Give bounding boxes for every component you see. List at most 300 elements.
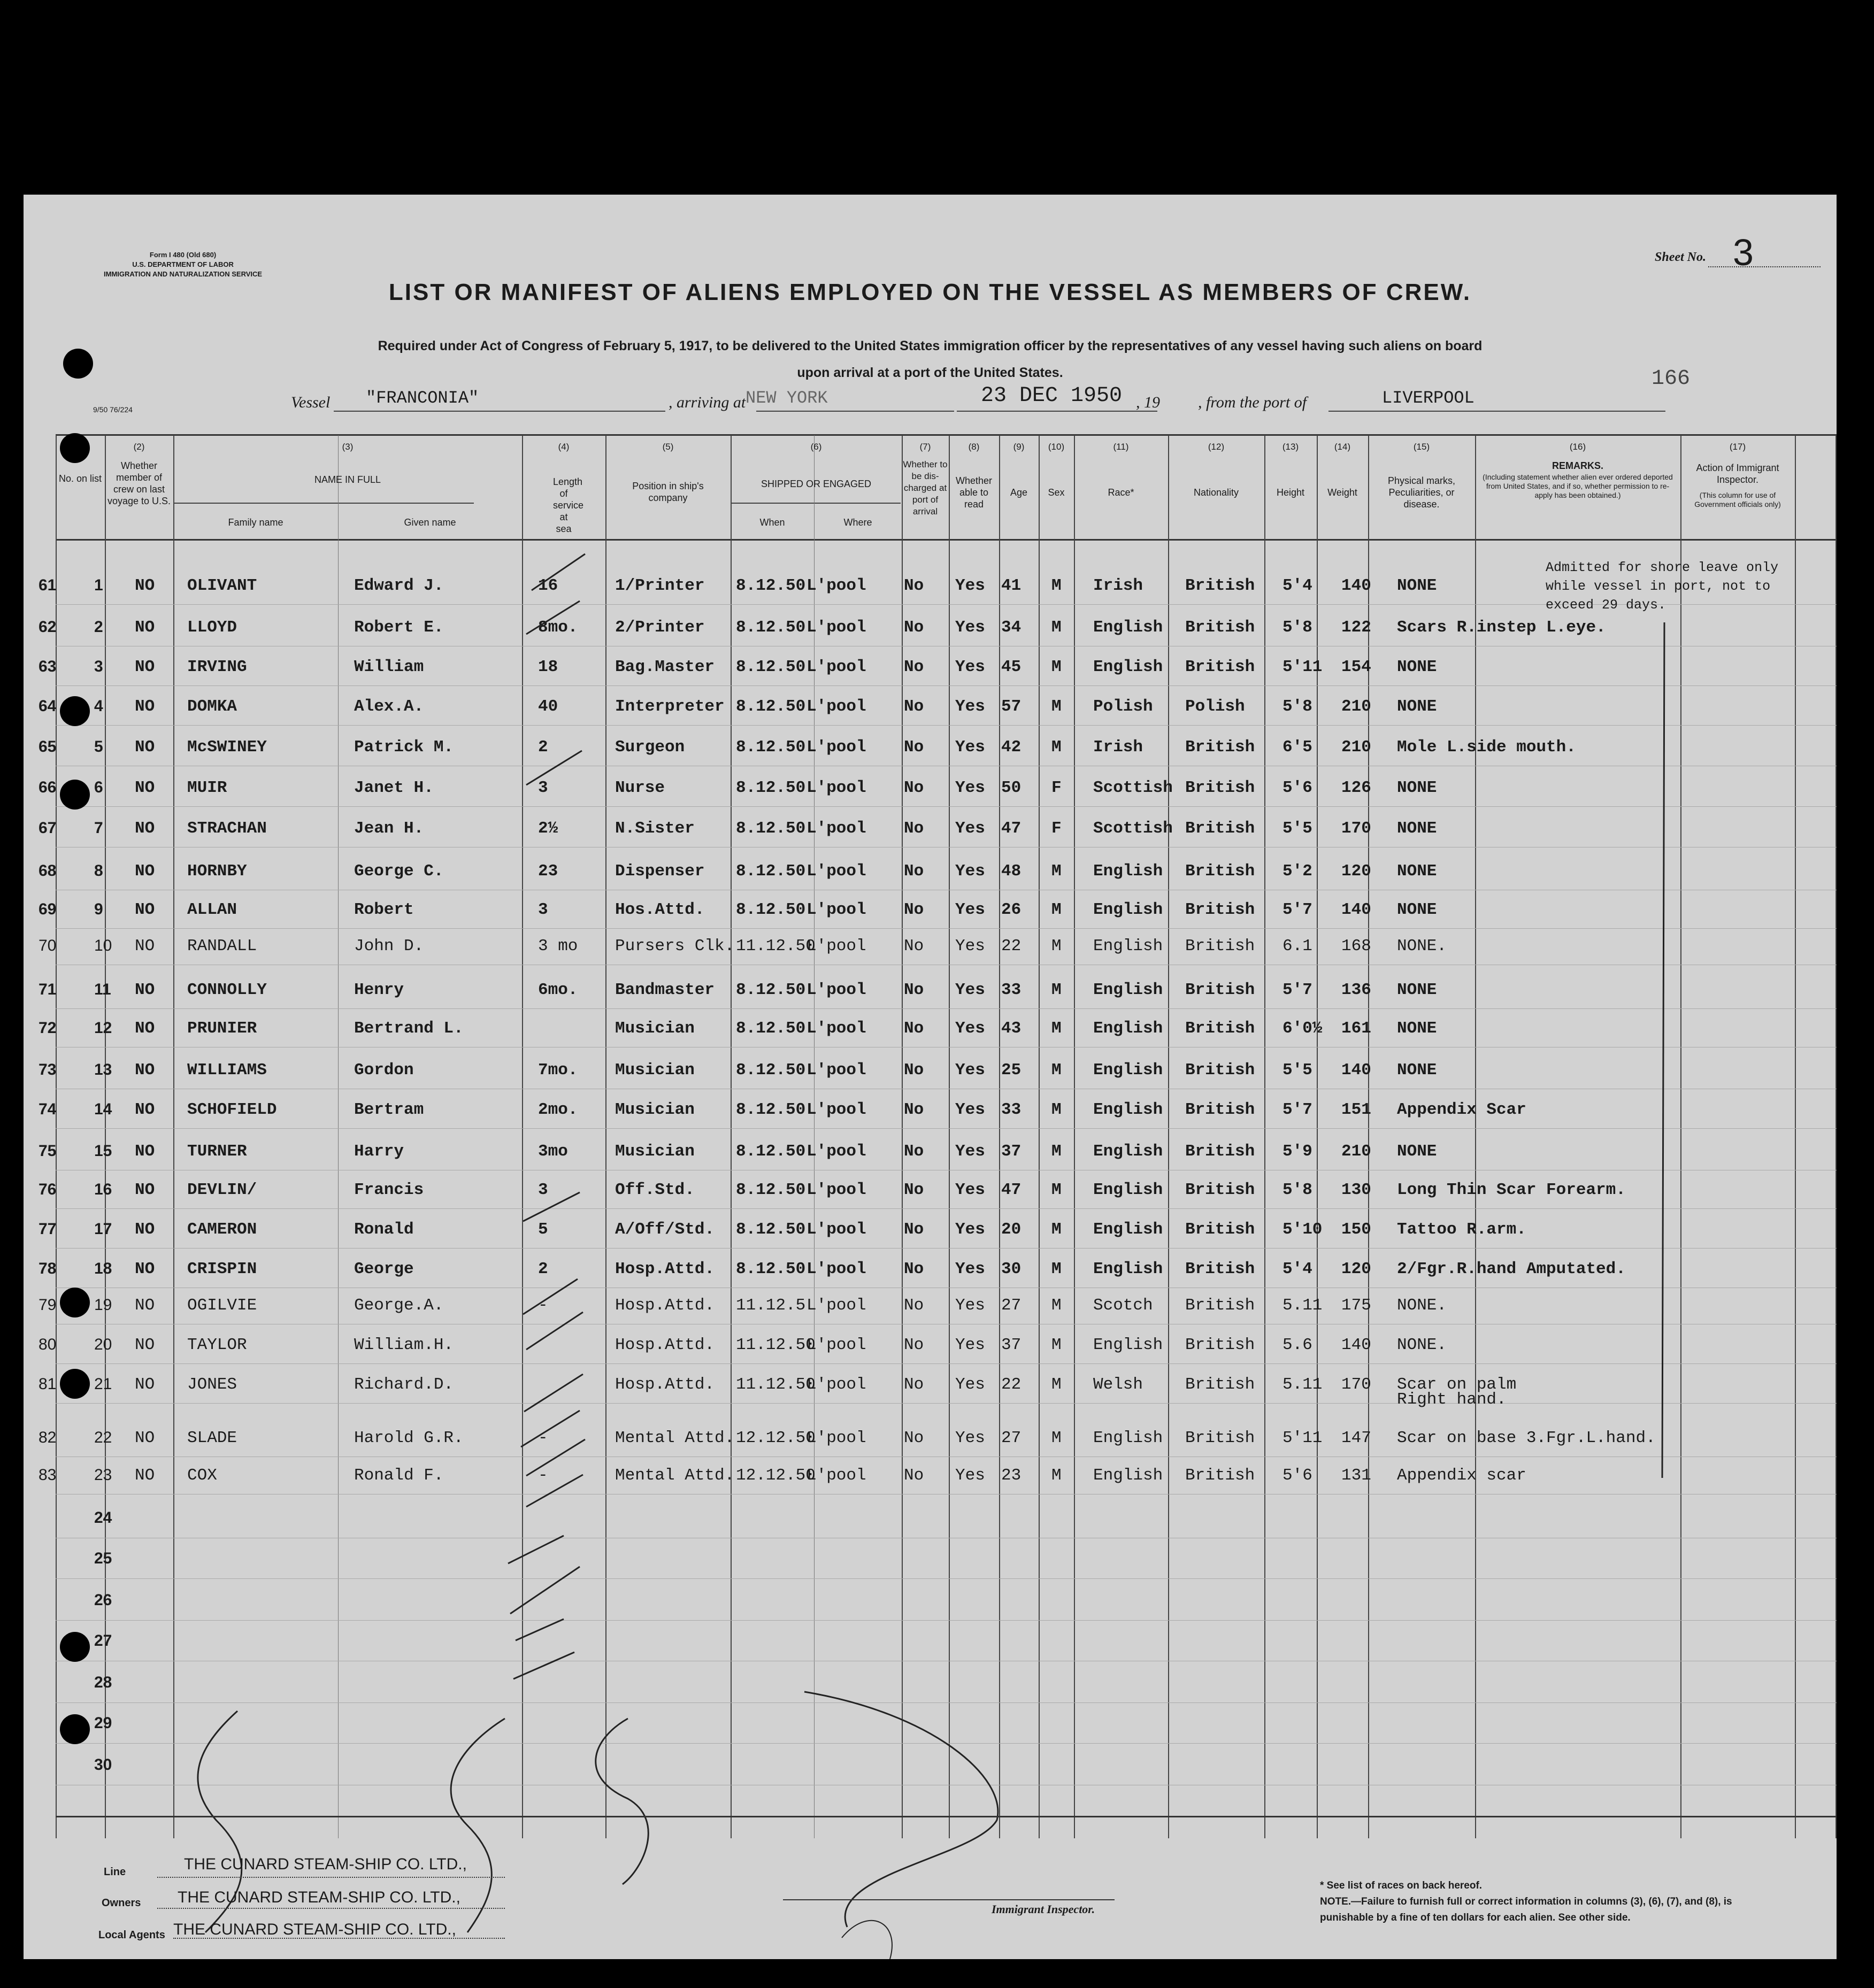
row-given: Richard.D. — [354, 1375, 454, 1394]
row-given: Francis — [354, 1181, 424, 1199]
row-given: Janet H. — [354, 779, 434, 797]
row-marks: NONE — [1397, 779, 1437, 797]
row-position: 2/Printer — [615, 618, 705, 637]
col7-header: Whether to be dis-charged at port of arrival — [903, 459, 948, 517]
inspector-line — [783, 1899, 1115, 1900]
owners-value: THE CUNARD STEAM-SHIP CO. LTD., — [178, 1889, 460, 1906]
row-sex: F — [1051, 779, 1062, 797]
row-when: 8.12.50 — [736, 1220, 806, 1239]
row-where: L'pool — [807, 1019, 866, 1038]
row-when: 11.12.50 — [736, 937, 816, 956]
row-position: 1/Printer — [615, 576, 705, 595]
row-race: English — [1093, 981, 1163, 999]
list-number: 18 — [94, 1260, 112, 1277]
row-disch: No — [904, 1181, 924, 1199]
row-sex: M — [1051, 697, 1062, 716]
row-height: 5'8 — [1282, 1181, 1312, 1199]
col5-header: Position in ship's company — [632, 481, 704, 503]
row-weight: 210 — [1341, 1142, 1371, 1161]
row-marks: NONE — [1397, 576, 1437, 595]
service-tick-mark — [523, 1192, 580, 1221]
agents-label: Local Agents — [98, 1929, 165, 1941]
row-read: Yes — [955, 1260, 985, 1278]
row-service: 2 — [538, 738, 548, 757]
row-read: Yes — [955, 618, 985, 637]
row-sex: M — [1051, 658, 1062, 676]
service-tick-mark — [523, 1279, 578, 1314]
row-where: L'pool — [807, 819, 866, 838]
page-row-number: 62 — [39, 618, 57, 636]
page-row-number: 75 — [39, 1142, 57, 1160]
row-marks: NONE. — [1397, 937, 1447, 956]
row-family: IRVING — [187, 658, 247, 676]
row-given: George C. — [354, 862, 444, 881]
row-service: 5 — [538, 1220, 548, 1239]
row-read: Yes — [955, 862, 985, 881]
row-sex: M — [1051, 1375, 1062, 1394]
row-race: Polish — [1093, 697, 1153, 716]
row-family: SLADE — [187, 1429, 237, 1447]
row-where: L'pool — [807, 779, 866, 797]
row-race: English — [1093, 900, 1163, 919]
row-where: L'pool — [807, 862, 866, 881]
row-where: L'pool — [807, 697, 866, 716]
list-number: 4 — [94, 697, 103, 715]
list-number: 12 — [94, 1019, 112, 1037]
row-nat: British — [1185, 576, 1255, 595]
row-crew: NO — [135, 1142, 155, 1161]
row-family: CRISPIN — [187, 1260, 257, 1278]
row-disch: No — [904, 819, 924, 838]
col16-number: (16) — [1569, 442, 1586, 452]
col15-header: Physical marks, Peculiarities, or disease. — [1387, 475, 1456, 510]
row-position: Hosp.Attd. — [615, 1375, 715, 1394]
row-disch: No — [904, 1375, 924, 1394]
col6-when-header: When — [759, 517, 785, 528]
row-given: Jean H. — [354, 819, 424, 838]
row-read: Yes — [955, 1466, 985, 1485]
row-when: 8.12.50 — [736, 697, 806, 716]
row-disch: No — [904, 1466, 924, 1485]
row-when: 12.12.50 — [736, 1429, 816, 1447]
row-weight: 170 — [1341, 1375, 1371, 1394]
row-weight: 126 — [1341, 779, 1371, 797]
row-crew: NO — [135, 738, 155, 757]
row-height: 5'7 — [1282, 900, 1312, 919]
row-disch: No — [904, 697, 924, 716]
row-marks: NONE — [1397, 1061, 1437, 1080]
row-position: Dispenser — [615, 862, 705, 881]
row-race: English — [1093, 1336, 1163, 1354]
row-where: L'pool — [807, 1296, 866, 1315]
punch-hole — [60, 780, 90, 810]
row-height: 5'8 — [1282, 618, 1312, 637]
row-family: TURNER — [187, 1142, 247, 1161]
row-weight: 140 — [1341, 1061, 1371, 1080]
row-service: 16 — [538, 576, 558, 595]
punch-hole — [63, 349, 93, 379]
row-race: English — [1093, 1466, 1163, 1485]
arrival-date: 23 DEC 1950 — [981, 384, 1123, 408]
row-marks: 2/Fgr.R.hand Amputated. — [1397, 1260, 1626, 1278]
row-height: 5'11 — [1282, 658, 1323, 676]
row-nat: British — [1185, 1100, 1255, 1119]
row-height: 6.1 — [1282, 937, 1312, 956]
arriving-port: NEW YORK — [746, 388, 828, 408]
row-nat: British — [1185, 981, 1255, 999]
row-sex: M — [1051, 981, 1062, 999]
col8-header: Whether able to read — [955, 475, 993, 510]
service-tick-mark — [508, 1536, 564, 1563]
punch-hole — [60, 696, 90, 726]
col3-header: NAME IN FULL — [314, 474, 381, 485]
sheet-number-label: Sheet No. — [1655, 250, 1706, 264]
row-disch: No — [904, 1142, 924, 1161]
row-age: 50 — [1001, 779, 1022, 797]
row-crew: NO — [135, 1375, 155, 1394]
page-row-number: 79 — [39, 1296, 57, 1314]
col10-header: Sex — [1048, 487, 1065, 498]
row-height: 5'2 — [1282, 862, 1312, 881]
row-marks: NONE — [1397, 658, 1437, 676]
row-where: L'pool — [807, 1220, 866, 1239]
row-height: 5'7 — [1282, 1100, 1312, 1119]
row-marks-continued: Right hand. — [1397, 1390, 1507, 1409]
list-number: 16 — [94, 1181, 112, 1198]
row-nat: British — [1185, 862, 1255, 881]
row-age: 37 — [1001, 1336, 1022, 1354]
page-row-number: 65 — [39, 738, 57, 756]
row-age: 45 — [1001, 658, 1022, 676]
row-position: A/Off/Std. — [615, 1220, 715, 1239]
row-where: L'pool — [807, 900, 866, 919]
row-read: Yes — [955, 1336, 985, 1354]
row-read: Yes — [955, 576, 985, 595]
row-read: Yes — [955, 1220, 985, 1239]
row-service: 8mo. — [538, 618, 578, 637]
col17-subheader: (This column for use of Government officials only) — [1694, 491, 1781, 508]
col16-subheader: (Including statement whether alien ever ordered deported from United States, and if so, whether permission to re-apply has been obtained.) — [1483, 473, 1673, 499]
row-read: Yes — [955, 937, 985, 956]
punch-hole — [60, 1714, 90, 1744]
row-family: CONNOLLY — [187, 981, 267, 999]
row-height: 5'5 — [1282, 1061, 1312, 1080]
col3-family-header: Family name — [228, 517, 283, 528]
row-read: Yes — [955, 1061, 985, 1080]
row-sex: M — [1051, 1260, 1062, 1278]
row-service: 3 — [538, 1181, 548, 1199]
row-given: William.H. — [354, 1336, 454, 1354]
row-sex: M — [1051, 618, 1062, 637]
row-given: William — [354, 658, 424, 676]
list-number: 11 — [94, 981, 111, 998]
row-weight: 151 — [1341, 1100, 1371, 1119]
col6-header: SHIPPED OR ENGAGED — [761, 479, 872, 489]
row-sex: M — [1051, 1220, 1062, 1239]
row-service: - — [538, 1429, 548, 1447]
row-when: 8.12.50 — [736, 576, 806, 595]
row-position: Hosp.Attd. — [615, 1296, 715, 1315]
inspector-signature — [842, 1921, 892, 1959]
agents-value: THE CUNARD STEAM-SHIP CO. LTD., — [173, 1921, 456, 1938]
row-given: Robert — [354, 900, 414, 919]
page-row-number: 66 — [39, 779, 57, 796]
service-tick-mark — [521, 1411, 580, 1447]
list-number: 25 — [94, 1550, 112, 1567]
row-marks: Long Thin Scar Forearm. — [1397, 1181, 1626, 1199]
col9-header: Age — [1010, 487, 1028, 498]
remarks-ditto-line — [1662, 622, 1664, 1478]
row-marks: Scar on palm — [1397, 1375, 1517, 1394]
row-position: Hosp.Attd. — [615, 1336, 715, 1354]
row-disch: No — [904, 1220, 924, 1239]
row-marks: Appendix Scar — [1397, 1100, 1526, 1119]
row-family: RANDALL — [187, 937, 257, 956]
row-height: 6'0½ — [1282, 1019, 1323, 1038]
col3-number: (3) — [342, 442, 354, 452]
row-given: Alex.A. — [354, 697, 424, 716]
owners-underline — [157, 1908, 505, 1909]
page-row-number: 74 — [39, 1100, 57, 1118]
col7-number: (7) — [919, 442, 931, 452]
row-service: 6mo. — [538, 981, 578, 999]
row-family: OGILVIE — [187, 1296, 257, 1315]
page-row-number: 80 — [39, 1336, 57, 1353]
sheet-number: 3 — [1733, 232, 1754, 273]
row-sex: M — [1051, 1336, 1062, 1354]
row-read: Yes — [955, 1100, 985, 1119]
row-where: L'pool — [807, 1181, 866, 1199]
row-sex: M — [1051, 1181, 1062, 1199]
col2-number: (2) — [133, 442, 145, 452]
row-family: SCHOFIELD — [187, 1100, 277, 1119]
row-age: 22 — [1001, 1375, 1022, 1394]
row-position: Bag.Master — [615, 658, 715, 676]
arriving-label: , arriving at — [669, 394, 746, 411]
row-service: 7mo. — [538, 1061, 578, 1080]
row-when: 8.12.50 — [736, 1061, 806, 1080]
row-when: 8.12.50 — [736, 1142, 806, 1161]
row-age: 33 — [1001, 981, 1022, 999]
row-height: 5.11 — [1282, 1296, 1323, 1315]
page-row-number: 83 — [39, 1466, 57, 1484]
row-disch: No — [904, 1260, 924, 1278]
row-age: 25 — [1001, 1061, 1022, 1080]
vessel-label: Vessel — [291, 394, 331, 411]
row-age: 47 — [1001, 819, 1022, 838]
row-age: 30 — [1001, 1260, 1022, 1278]
row-race: English — [1093, 1220, 1163, 1239]
page-row-number: 71 — [39, 981, 57, 998]
row-age: 48 — [1001, 862, 1022, 881]
col4-header: Length of service at sea — [553, 476, 584, 534]
row-age: 37 — [1001, 1142, 1022, 1161]
row-family: CAMERON — [187, 1220, 257, 1239]
row-given: Edward J. — [354, 576, 444, 595]
row-family: LLOYD — [187, 618, 237, 637]
col8-number: (8) — [968, 442, 980, 452]
row-height: 5'9 — [1282, 1142, 1312, 1161]
row-position: Mental Attd. — [615, 1429, 735, 1447]
row-crew: NO — [135, 1466, 155, 1485]
row-service: 23 — [538, 862, 558, 881]
row-read: Yes — [955, 697, 985, 716]
row-height: 5'8 — [1282, 697, 1312, 716]
row-crew: NO — [135, 576, 155, 595]
row-read: Yes — [955, 1375, 985, 1394]
row-crew: NO — [135, 658, 155, 676]
row-race: English — [1093, 862, 1163, 881]
list-number: 23 — [94, 1466, 112, 1484]
row-sex: M — [1051, 738, 1062, 757]
row-nat: British — [1185, 1336, 1255, 1354]
row-where: L'pool — [807, 1375, 866, 1394]
row-marks: Tattoo R.arm. — [1397, 1220, 1526, 1239]
row-position: Hos.Attd. — [615, 900, 705, 919]
row-weight: 130 — [1341, 1181, 1371, 1199]
row-where: L'pool — [807, 937, 866, 956]
row-marks: NONE — [1397, 981, 1437, 999]
list-number: 15 — [94, 1142, 112, 1160]
row-read: Yes — [955, 1142, 985, 1161]
row-race: English — [1093, 1260, 1163, 1278]
row-crew: NO — [135, 819, 155, 838]
list-number: 19 — [94, 1296, 112, 1314]
list-number: 22 — [94, 1429, 112, 1446]
row-read: Yes — [955, 819, 985, 838]
owners-label: Owners — [102, 1897, 141, 1909]
service-tick-mark — [526, 1439, 585, 1476]
row-service: 3 — [538, 900, 548, 919]
year-label: , 19 — [1136, 394, 1160, 411]
row-crew: NO — [135, 697, 155, 716]
row-sex: M — [1051, 1429, 1062, 1447]
row-race: Scottish — [1093, 819, 1173, 838]
row-disch: No — [904, 1336, 924, 1354]
row-age: 20 — [1001, 1220, 1022, 1239]
row-disch: No — [904, 1019, 924, 1038]
row-family: McSWINEY — [187, 738, 267, 757]
ditto-squiggle — [596, 1719, 648, 1884]
row-read: Yes — [955, 779, 985, 797]
row-where: L'pool — [807, 981, 866, 999]
row-position: Surgeon — [615, 738, 685, 757]
row-when: 8.12.50 — [736, 618, 806, 637]
row-height: 5'6 — [1282, 779, 1312, 797]
row-service: 40 — [538, 697, 558, 716]
row-service: - — [538, 1296, 548, 1315]
row-where: L'pool — [807, 1466, 866, 1485]
row-disch: No — [904, 1100, 924, 1119]
row-age: 43 — [1001, 1019, 1022, 1038]
row-marks: Mole L.side mouth. — [1397, 738, 1576, 757]
page-title: LIST OR MANIFEST OF ALIENS EMPLOYED ON THE VESSEL AS MEMBERS OF CREW. — [388, 279, 1472, 305]
row-sex: M — [1051, 937, 1062, 956]
row-when: 8.12.50 — [736, 1100, 806, 1119]
row-crew: NO — [135, 1019, 155, 1038]
row-nat: British — [1185, 658, 1255, 676]
department: U.S. DEPARTMENT OF LABOR — [132, 260, 234, 268]
row-given: George — [354, 1260, 414, 1278]
row-weight: 122 — [1341, 618, 1371, 637]
list-number: 30 — [94, 1756, 112, 1774]
manifest-sheet — [24, 195, 1837, 1959]
col10-number: (10) — [1048, 442, 1065, 452]
list-number: 10 — [94, 937, 112, 954]
row-crew: NO — [135, 900, 155, 919]
row-weight: 147 — [1341, 1429, 1371, 1447]
row-where: L'pool — [807, 738, 866, 757]
row-nat: British — [1185, 1142, 1255, 1161]
row-position: Musician — [615, 1142, 695, 1161]
row-age: 22 — [1001, 937, 1022, 956]
col15-number: (15) — [1413, 442, 1430, 452]
row-weight: 140 — [1341, 1336, 1371, 1354]
row-when: 8.12.50 — [736, 900, 806, 919]
row-weight: 154 — [1341, 658, 1371, 676]
page-row-number: 76 — [39, 1181, 57, 1198]
service-tick-mark — [526, 751, 582, 785]
col2-header: Whether member of crew on last voyage to U.S. — [107, 460, 171, 506]
row-nat: British — [1185, 779, 1255, 797]
list-number: 8 — [94, 862, 103, 880]
row-height: 5.6 — [1282, 1336, 1312, 1354]
row-sex: M — [1051, 1142, 1062, 1161]
row-where: L'pool — [807, 1260, 866, 1278]
remarks-shore-leave: Admitted for shore leave only while vessel in port, not to exceed 29 days. — [1546, 560, 1779, 613]
row-given: Harry — [354, 1142, 404, 1161]
col12-header: Nationality — [1193, 487, 1239, 498]
row-race: Irish — [1093, 738, 1143, 757]
row-sex: M — [1051, 576, 1062, 595]
line-underline — [157, 1877, 505, 1878]
punch-hole — [60, 1632, 90, 1662]
row-where: L'pool — [807, 1336, 866, 1354]
row-height: 6'5 — [1282, 738, 1312, 757]
col4-number: (4) — [558, 442, 570, 452]
row-nat: British — [1185, 1019, 1255, 1038]
page-row-number: 67 — [39, 819, 57, 837]
row-marks: Scars R.instep L.eye. — [1397, 618, 1606, 637]
row-family: TAYLOR — [187, 1336, 247, 1354]
row-disch: No — [904, 900, 924, 919]
col14-header: Weight — [1327, 487, 1357, 498]
row-when: 8.12.50 — [736, 1260, 806, 1278]
row-when: 8.12.50 — [736, 1019, 806, 1038]
service-tick-mark — [516, 1619, 564, 1640]
row-read: Yes — [955, 1181, 985, 1199]
row-position: Mental Attd. — [615, 1466, 735, 1485]
page-row-number: 70 — [39, 937, 57, 954]
row-height: 5'7 — [1282, 981, 1312, 999]
row-position: Musician — [615, 1019, 695, 1038]
list-number: 27 — [94, 1632, 112, 1650]
row-crew: NO — [135, 1061, 155, 1080]
row-sex: M — [1051, 1019, 1062, 1038]
row-family: DEVLIN/ — [187, 1181, 257, 1199]
row-sex: M — [1051, 900, 1062, 919]
row-position: Musician — [615, 1061, 695, 1080]
row-race: Irish — [1093, 576, 1143, 595]
row-position: Off.Std. — [615, 1181, 695, 1199]
row-height: 5'11 — [1282, 1429, 1323, 1447]
row-disch: No — [904, 576, 924, 595]
row-sex: M — [1051, 1466, 1062, 1485]
row-marks: NONE — [1397, 862, 1437, 881]
row-nat: British — [1185, 900, 1255, 919]
row-read: Yes — [955, 1429, 985, 1447]
row-age: 47 — [1001, 1181, 1022, 1199]
